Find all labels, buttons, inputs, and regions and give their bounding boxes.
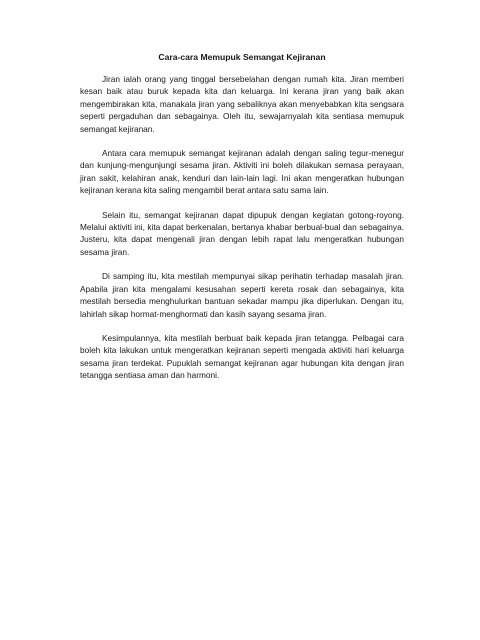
paragraph-conclusion: Kesimpulannya, kita mestilah berbuat baik kepada jiran tetangga. Pelbagai cara boleh kita lakukan untuk mengeratkan kejiranan seperti mengada aktiviti hari keluarga sesama jiran terdekat. Pupuklah semangat kejiranan agar hubungan kita dengan jiran tetangga sentiasa aman dan harmoni. xyxy=(80,332,404,381)
paragraph-gotong-royong: Selain itu, semangat kejiranan dapat dipupuk dengan kegiatan gotong-royong. Melalui aktiviti ini, kita dapat berkenalan, bertanya khabar berbual-bual dan sebagainya. Justeru, kita dapat mengenali jiran dengan lebih rapat lalu mengeratkan hubungan sesama jiran. xyxy=(80,209,404,257)
document-page xyxy=(80,52,404,394)
document-title: Cara-cara Memupuk Semangat Kejiranan xyxy=(158,52,326,62)
paragraph-introduction: Jiran ialah orang yang tinggal bersebelahan dengan rumah kita. Jiran memberi kesan baik atau buruk kepada kita dan keluarga. Ini kerana jiran yang baik akan mengembirakan kita, manakala jiran yang sebaliknya akan menyebabkan kita sengsara seperti pergaduhan dan sebagainya. Oleh itu, sewajarnyalah kita sentiasa memupuk semangat kejiranan. xyxy=(80,74,404,134)
paragraph-caring: Di samping itu, kita mestilah mempunyai sikap perihatin terhadap masalah jiran. Apabila jiran kita mengalami kesusahan seperti kereta rosak dan sebagainya, kita mestilah bersedia menghulurkan bantuan sekadar mampu jika diperlukan. Dengan itu, lahirlah sikap hormat-menghormati dan kasih sayang sesama jiran. xyxy=(80,271,404,319)
paragraph-visiting: Antara cara memupuk semangat kejiranan adalah dengan saling tegur-menegur dan kunjung-mengunjungi sesama jiran. Aktiviti ini boleh dilakukan semasa perayaan, jiran sakit, kelahiran anak, kenduri dan lain-lain lagi. Ini akan mengeratkan hubungan kejiranan kerana kita saling mengambil berat antara satu sama lain. xyxy=(80,148,404,196)
